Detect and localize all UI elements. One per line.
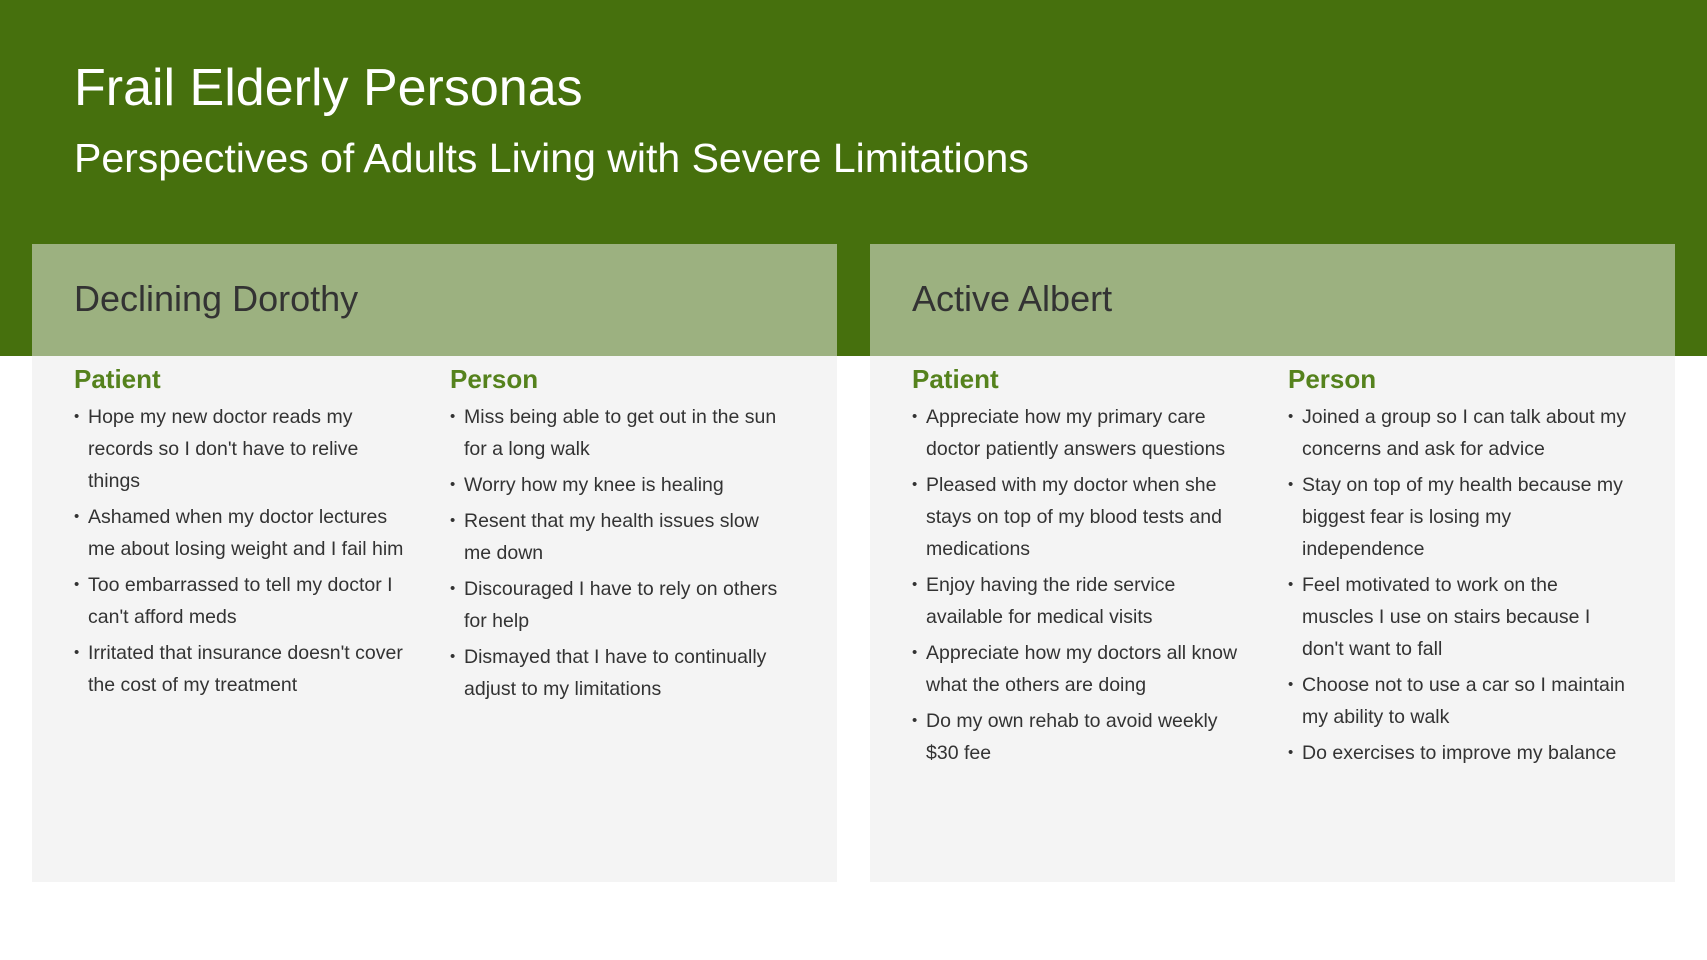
list-item: • Pleased with my doctor when she stays on top of my blood tests and medications: [912, 469, 1252, 565]
list-item: • Feel motivated to work on the muscles I use on stairs because I don't want to fall: [1288, 569, 1628, 665]
person-heading: Person: [1288, 364, 1377, 394]
list-item: • Do my own rehab to avoid weekly $30 fee: [912, 705, 1252, 769]
persona-name: Declining Dorothy: [74, 278, 359, 319]
patient-heading: Patient: [74, 364, 161, 394]
persona-panel-header: [32, 244, 837, 356]
list-item: • Ashamed when my doctor lectures me about losing weight and I fail him: [74, 501, 414, 565]
slide-title: Frail Elderly Personas: [74, 59, 583, 117]
persona-panel-albert: [870, 244, 1675, 882]
list-item: • Do exercises to improve my balance: [1288, 737, 1628, 769]
list-item: • Irritated that insurance doesn't cover the cost of my treatment: [74, 637, 414, 701]
list-item: • Appreciate how my doctors all know what the others are doing: [912, 637, 1252, 701]
list-item: • Too embarrassed to tell my doctor I can't afford meds: [74, 569, 414, 633]
patient-list: [74, 401, 414, 701]
patient-list: [912, 401, 1252, 769]
person-column: [1288, 364, 1628, 773]
patient-column: [912, 364, 1252, 773]
persona-name: Active Albert: [912, 278, 1113, 319]
person-list: [1288, 401, 1628, 769]
list-item: • Worry how my knee is healing: [450, 469, 790, 501]
patient-column: [74, 364, 414, 705]
person-column: [450, 364, 790, 709]
list-item: • Miss being able to get out in the sun for a long walk: [450, 401, 790, 465]
list-item: • Joined a group so I can talk about my concerns and ask for advice: [1288, 401, 1628, 465]
persona-panel-header: [870, 244, 1675, 356]
slide-subtitle: Perspectives of Adults Living with Severe Limitations: [74, 135, 1029, 181]
list-item: • Stay on top of my health because my biggest fear is losing my independence: [1288, 469, 1628, 565]
list-item: • Discouraged I have to rely on others for help: [450, 573, 790, 637]
list-item: • Choose not to use a car so I maintain my ability to walk: [1288, 669, 1628, 733]
list-item: • Dismayed that I have to continually adjust to my limitations: [450, 641, 790, 705]
person-heading: Person: [450, 364, 539, 394]
person-list: [450, 401, 790, 705]
list-item: • Enjoy having the ride service available for medical visits: [912, 569, 1252, 633]
list-item: • Appreciate how my primary care doctor patiently answers questions: [912, 401, 1252, 465]
persona-panel-dorothy: [32, 244, 837, 882]
list-item: • Hope my new doctor reads my records so I don't have to relive things: [74, 401, 414, 497]
patient-heading: Patient: [912, 364, 999, 394]
list-item: • Resent that my health issues slow me down: [450, 505, 790, 569]
